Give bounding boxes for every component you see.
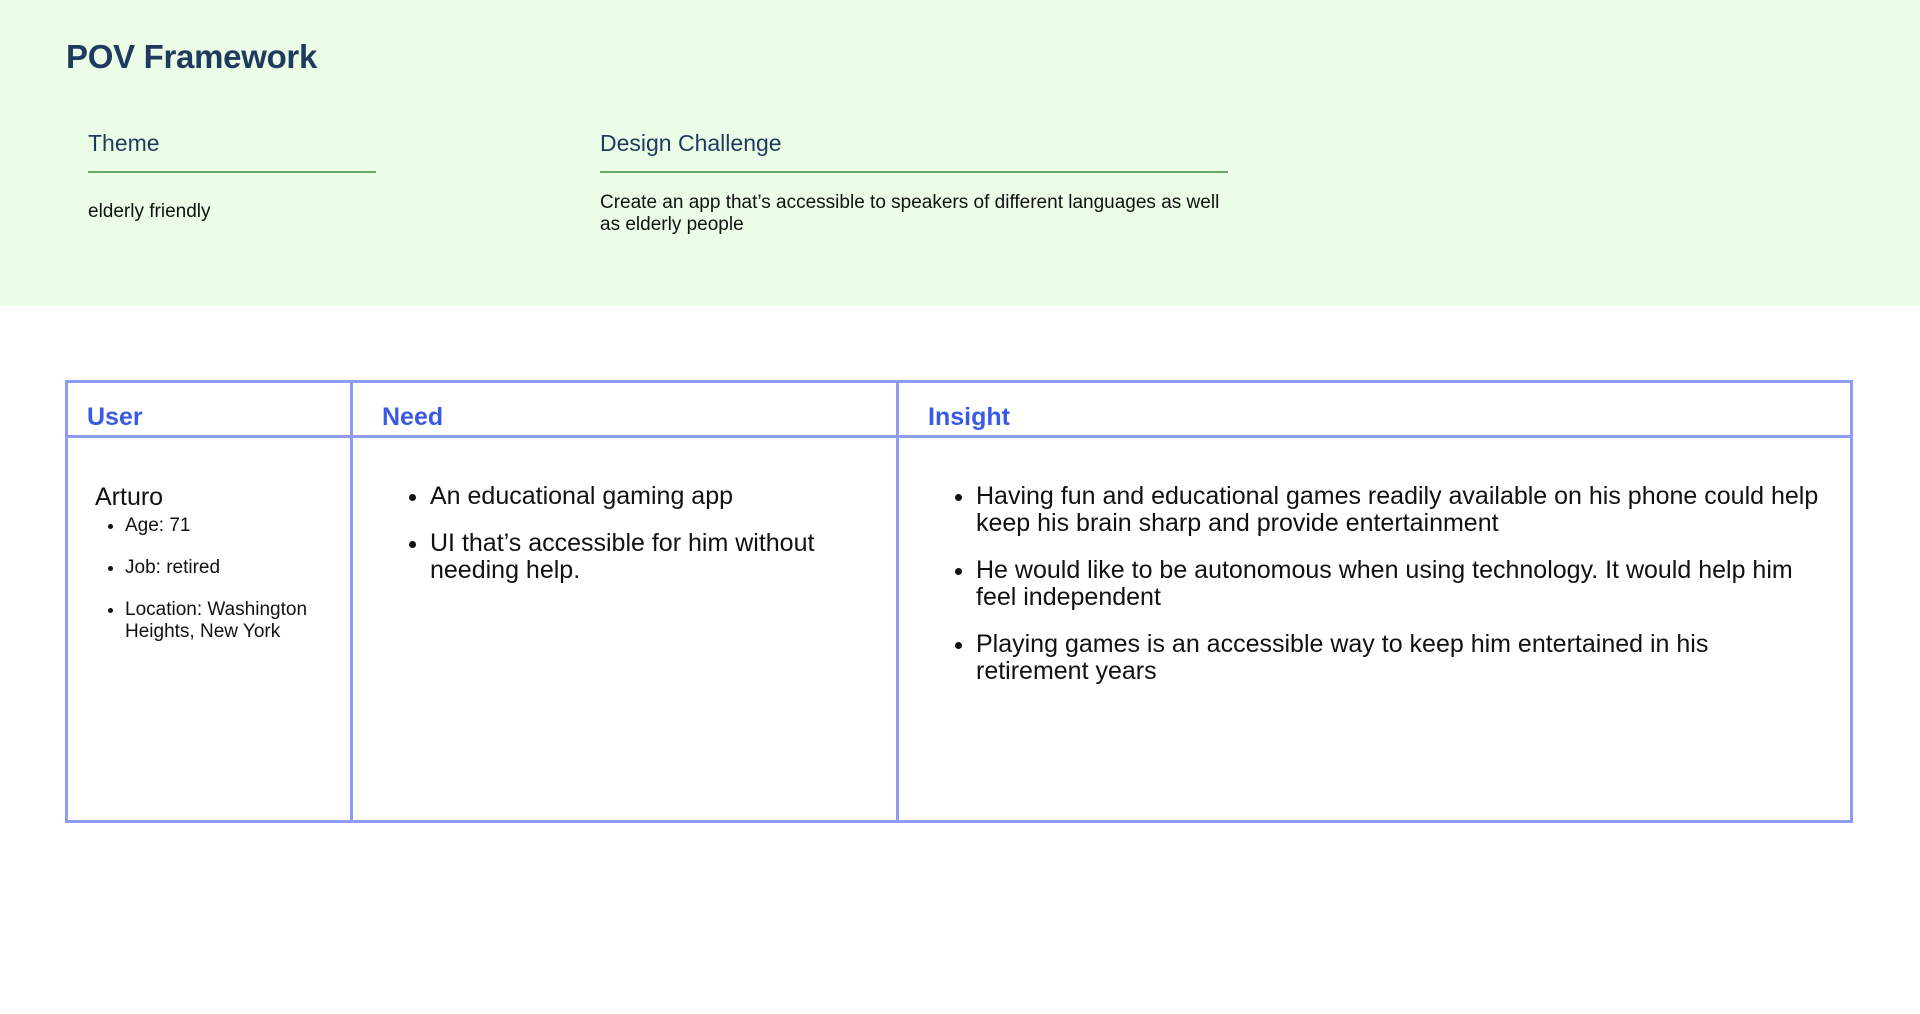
design-challenge-field — [600, 130, 1228, 236]
user-details-list — [95, 515, 335, 643]
column-divider — [350, 383, 353, 820]
insight-cell — [936, 483, 1826, 705]
insight-item: • Having fun and educational games readily available on his phone could help keep his brain sharp and provide entertainment — [976, 483, 1826, 537]
user-detail-item: • Job: retired — [125, 557, 335, 579]
user-cell — [95, 483, 335, 663]
page-title: POV Framework — [66, 38, 318, 75]
theme-field — [88, 130, 376, 223]
need-column-header: Need — [382, 403, 444, 431]
table-header-divider — [68, 435, 1850, 438]
pov-table — [65, 380, 1853, 823]
user-column-header: User — [87, 403, 143, 431]
column-divider — [896, 383, 899, 820]
needs-list — [390, 483, 860, 584]
user-detail-item: • Age: 71 — [125, 515, 335, 537]
insight-column-header: Insight — [928, 403, 1010, 431]
need-item: • An educational gaming app — [430, 483, 860, 510]
need-item: • UI that’s accessible for him without needing help. — [430, 530, 860, 584]
insight-item: • Playing games is an accessible way to keep him entertained in his retirement years — [976, 631, 1826, 685]
theme-label: Theme — [88, 130, 376, 173]
theme-value: elderly friendly — [88, 201, 211, 222]
need-cell — [390, 483, 860, 604]
user-detail-item: • Location: Washington Heights, New York — [125, 599, 335, 643]
user-name: Arturo — [95, 483, 164, 511]
design-challenge-value: Create an app that’s accessible to speakers of different languages as well as elderly people — [600, 192, 1220, 235]
insights-list — [936, 483, 1826, 685]
insight-item: • He would like to be autonomous when using technology. It would help him feel independent — [976, 557, 1826, 611]
design-challenge-label: Design Challenge — [600, 130, 1228, 173]
